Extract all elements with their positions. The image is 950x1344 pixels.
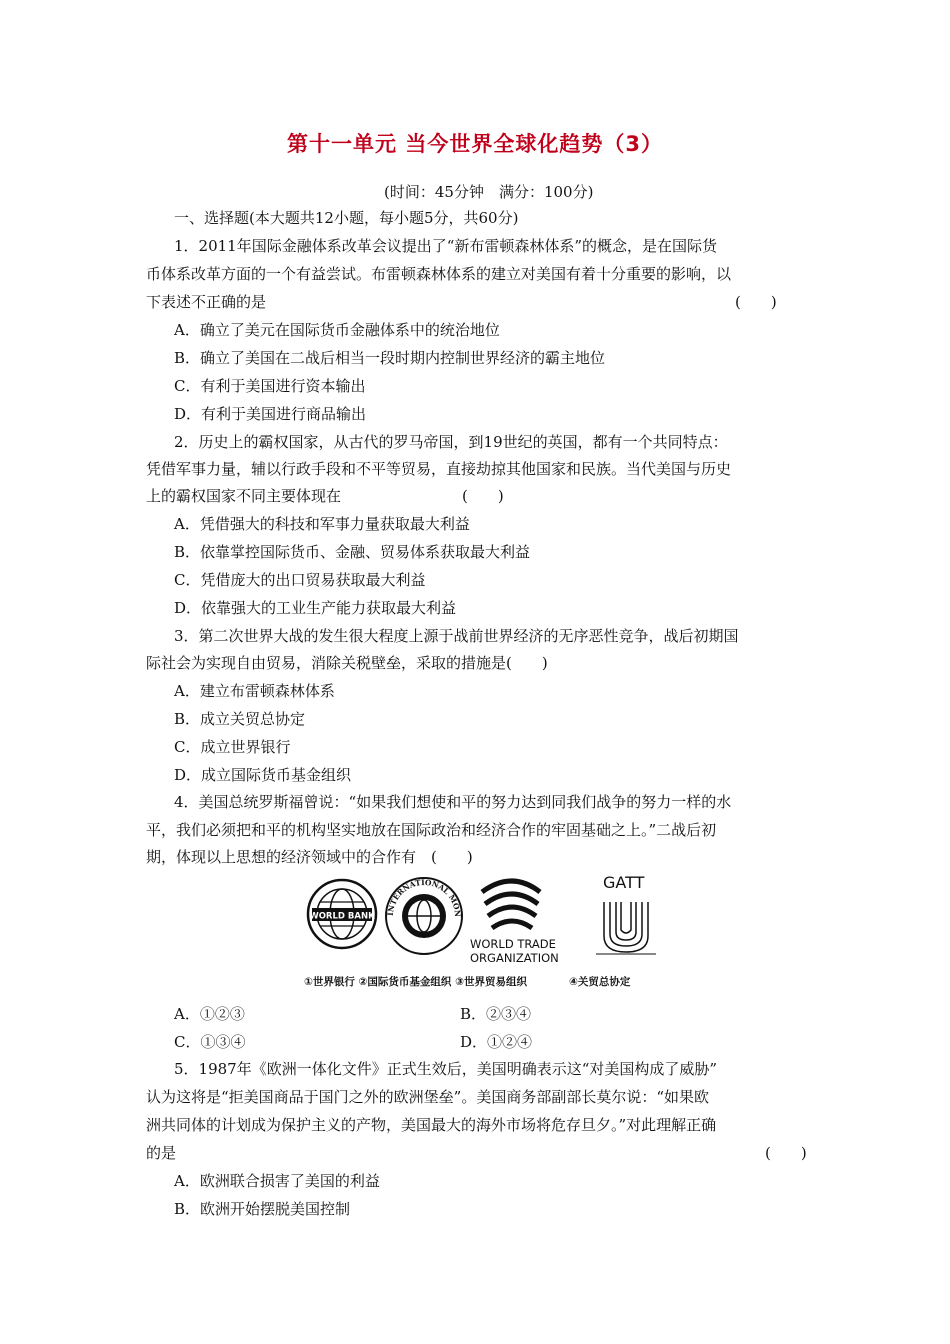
q1-line-3: 下表述不正确的是 — [146, 293, 267, 311]
q5-answer-blank: ( ) — [765, 1144, 807, 1162]
gatt-logo-text: GATT — [603, 873, 645, 892]
q5-line-1: 5．1987年《欧洲一体化文件》正式生效后，美国明确表示这“对美国构成了威胁” — [174, 1060, 718, 1078]
wto-logo — [470, 881, 559, 965]
wto-logo-text-1: WORLD TRADE — [470, 937, 556, 951]
q5-option-b: B．欧洲开始摆脱美国控制 — [174, 1200, 351, 1218]
q1-line-2: 币体系改革方面的一个有益尝试。布雷顿森林体系的建立对美国有着十分重要的影响，以 — [146, 265, 732, 283]
q2-option-d: D．依靠强大的工业生产能力获取最大利益 — [174, 599, 457, 617]
q3-line-1: 3．第二次世界大战的发生很大程度上源于战前世界经济的无序恶性竞争，战后初期国 — [174, 627, 739, 645]
page-title: 第十一单元 当今世界全球化趋势（3） — [287, 132, 663, 156]
q4-option-a: A．①②③ — [174, 1005, 245, 1023]
q4-line-1: 4．美国总统罗斯福曾说：“如果我们想使和平的努力达到同我们战争的努力一样的水 — [174, 793, 732, 811]
q3-option-c: C．成立世界银行 — [174, 738, 291, 756]
q4-line-3: 期，体现以上思想的经济领域中的合作有 ( ) — [146, 848, 473, 866]
q2-line-2: 凭借军事力量，辅以行政手段和不平等贸易，直接劫掠其他国家和民族。当代美国与历史 — [146, 460, 732, 478]
q3-option-a: A．建立布雷顿森林体系 — [174, 682, 335, 700]
q2-answer-blank: ( ) — [462, 487, 504, 505]
q2-line-1: 2．历史上的霸权国家，从古代的罗马帝国，到19世纪的英国，都有一个共同特点： — [174, 433, 728, 451]
world-bank-logo-text: WORLD BANK — [309, 911, 375, 922]
q1-answer-blank: ( ) — [735, 293, 777, 311]
q1-line-1: 1．2011年国际金融体系改革会议提出了“新布雷顿森林体系”的概念，是在国际货 — [174, 237, 718, 255]
q5-line-4: 的是 — [146, 1144, 177, 1162]
exam-meta: (时间：45分钟 满分：100分) — [384, 183, 594, 201]
q5-line-3: 洲共同体的计划成为保护主义的产物，美国最大的海外市场将危存旦夕。”对此理解正确 — [146, 1116, 717, 1134]
q4-line-2: 平，我们必须把和平的机构坚实地放在国际政治和经济合作的牢固基础之上。”二战后初 — [146, 821, 717, 839]
q2-option-b: B．依靠掌控国际货币、金融、贸易体系获取最大利益 — [174, 543, 531, 561]
q1-option-b: B．确立了美国在二战后相当一段时期内控制世界经济的霸主地位 — [174, 349, 606, 367]
q3-option-b: B．成立关贸总协定 — [174, 710, 306, 728]
q5-option-a: A．欧洲联合损害了美国的利益 — [174, 1172, 380, 1190]
wto-logo-text-2: ORGANIZATION — [470, 951, 559, 965]
logos-caption: ①世界银行 ②国际货币基金组织 ③世界贸易组织 ④关贸总协定 — [304, 976, 631, 988]
world-bank-logo — [308, 880, 376, 948]
q1-option-a: A．确立了美元在国际货币金融体系中的统治地位 — [174, 321, 500, 339]
q3-option-d: D．成立国际货币基金组织 — [174, 766, 352, 784]
q3-line-2: 际社会为实现自由贸易，消除关税壁垒，采取的措施是( ) — [146, 654, 548, 672]
q2-line-3: 上的霸权国家不同主要体现在 — [146, 487, 342, 505]
q4-option-b: B．②③④ — [460, 1005, 532, 1023]
q4-option-c: C．①③④ — [174, 1033, 246, 1051]
logos-figure — [300, 872, 680, 972]
q1-option-c: C．有利于美国进行资本输出 — [174, 377, 366, 395]
q5-line-2: 认为这将是“拒美国商品于国门之外的欧洲堡垒”。美国商务部副部长莫尔说：“如果欧 — [146, 1088, 710, 1106]
imf-logo-text: INTERNATIONAL MON — [385, 877, 463, 918]
q2-option-a: A．凭借强大的科技和军事力量获取最大利益 — [174, 515, 470, 533]
q2-option-c: C．凭借庞大的出口贸易获取最大利益 — [174, 571, 426, 589]
section-heading: 一、选择题(本大题共12小题，每小题5分，共60分) — [174, 209, 519, 227]
gatt-logo — [596, 873, 656, 954]
q4-option-d: D．①②④ — [460, 1033, 533, 1051]
q1-option-d: D．有利于美国进行商品输出 — [174, 405, 367, 423]
